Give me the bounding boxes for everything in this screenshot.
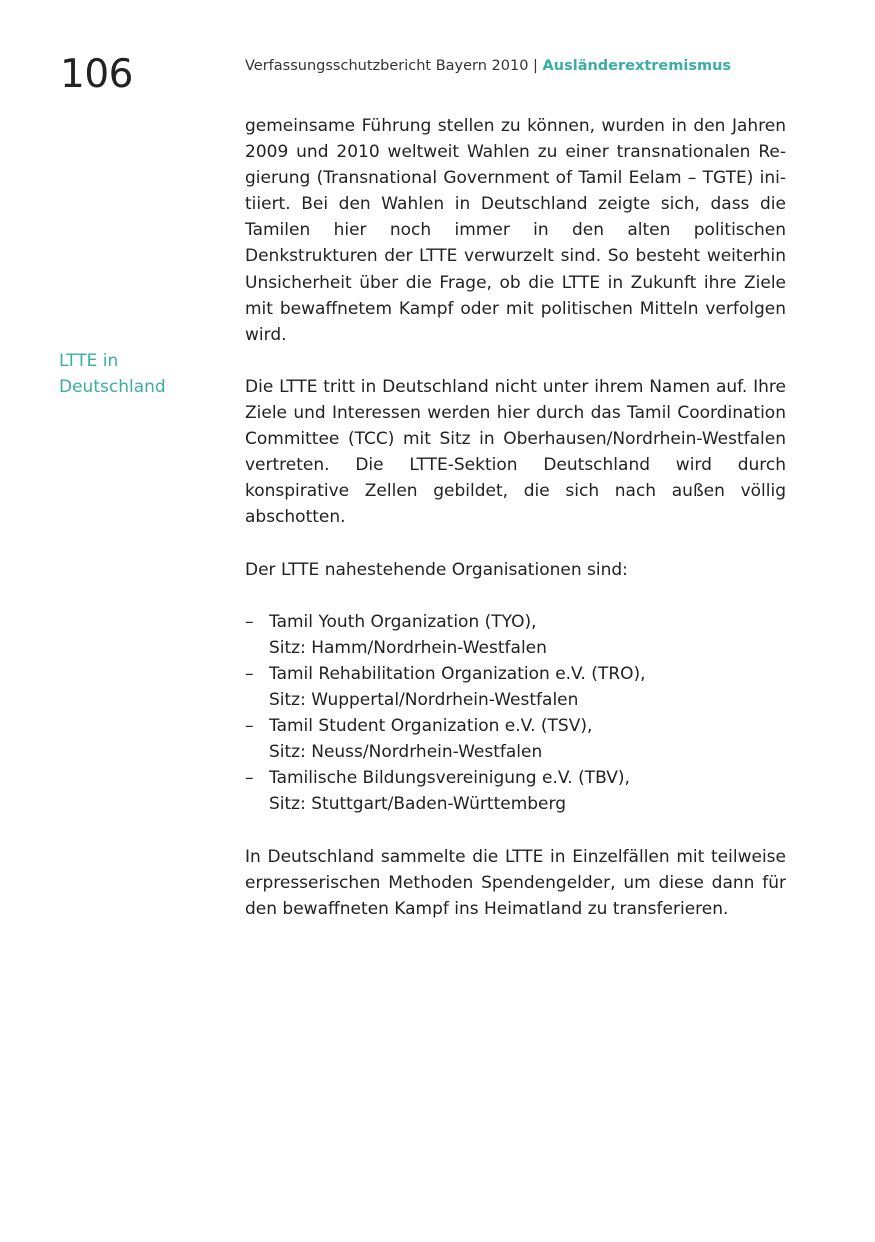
running-header bbox=[245, 57, 731, 75]
margin-note-line-1: LTTE in bbox=[59, 351, 119, 371]
list-dash: – bbox=[245, 663, 254, 684]
section-title: Ausländerextremismus bbox=[542, 58, 732, 74]
margin-note-line-2: Deutschland bbox=[59, 377, 166, 397]
list-item bbox=[245, 713, 786, 765]
main-text-column bbox=[245, 113, 786, 948]
organizations-list bbox=[245, 609, 786, 818]
organization-seat: Sitz: Stuttgart/Baden-Württemberg bbox=[269, 794, 566, 815]
list-item bbox=[245, 609, 786, 661]
list-item bbox=[245, 661, 786, 713]
header-separator: | bbox=[528, 58, 543, 74]
organization-name: Tamil Student Organization e.V. (TSV), bbox=[269, 716, 593, 737]
page-number: 106 bbox=[60, 52, 133, 97]
list-item bbox=[245, 765, 786, 817]
organization-seat: Sitz: Hamm/Nordrhein-Westfalen bbox=[269, 637, 547, 658]
paragraph-ltte-in-germany: Die LTTE tritt in Deutschland nicht unter ihrem Namen auf. Ihre Ziele und Interessen werden hier durch das Tamil Coordination Committee (TCC) mit Sitz in Oberhausen/Nordrhein-Westfalen vertreten. Die LTTE-Sektion Deutschland wird durch konspirative Zellen gebildet, die sich nach außen völlig abschotten. bbox=[245, 376, 786, 528]
list-dash: – bbox=[245, 768, 254, 789]
paragraph-tgte-elections: gemeinsame Führung stellen zu können, wurden in den Jahren 2009 und 2010 weltweit Wahlen zu einer transnationalen Regierung (Transnational Government of Tamil Eelam – TGTE) initiiert. Bei den Wahlen in Deutschland zeigte sich, dass die Tamilen hier noch immer in den alten politischen Denkstrukturen der LTTE verwurzelt sind. So besteht weiterhin Unsicherheit über die Frage, ob die LTTE in Zukunft ihre Ziele mit bewaffnetem Kampf oder mit politischen Mitteln verfolgen wird. bbox=[245, 116, 786, 345]
organization-seat: Sitz: Wuppertal/Nordrhein-Westfalen bbox=[269, 690, 579, 711]
organization-name: Tamil Youth Organization (TYO), bbox=[269, 611, 537, 632]
paragraph-fundraising: In Deutschland sammelte die LTTE in Einzelfällen mit teilweise erpresserischen Methoden Spendengelder, um diese dann für den bewaffneten Kampf ins Heimatland zu transferieren. bbox=[245, 846, 786, 919]
list-dash: – bbox=[245, 716, 254, 737]
organization-seat: Sitz: Neuss/Nordrhein-Westfalen bbox=[269, 742, 543, 763]
organizations-intro: Der LTTE nahestehende Organisationen sind: bbox=[245, 559, 628, 580]
organization-name: Tamil Rehabilitation Organization e.V. (TRO), bbox=[269, 663, 646, 684]
list-dash: – bbox=[245, 611, 254, 632]
organization-name: Tamilische Bildungsvereinigung e.V. (TBV), bbox=[269, 768, 630, 789]
report-title: Verfassungsschutzbericht Bayern 2010 bbox=[245, 58, 529, 74]
margin-note-ltte-in-deutschland bbox=[59, 348, 229, 400]
